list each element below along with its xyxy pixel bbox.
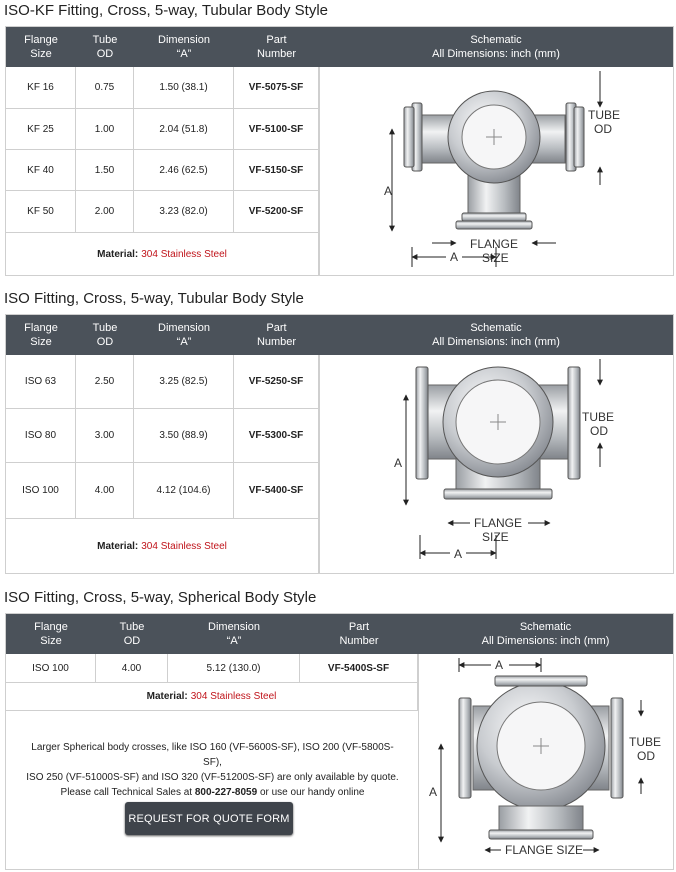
flange-size-cell: ISO 63 <box>6 355 76 408</box>
schematic-kf-tubular <box>319 67 673 275</box>
dim-a-label-bottom: A <box>454 547 463 561</box>
header-tube-od: Tube OD <box>119 621 145 647</box>
header-schematic: Schematic All Dimensions: inch (mm) <box>432 34 560 60</box>
table-row <box>6 191 319 233</box>
table-row <box>6 150 319 191</box>
dim-a-label: A <box>394 456 403 470</box>
part-number-cell[interactable]: VF-5100-SF <box>234 109 319 149</box>
header-schematic: Schematic All Dimensions: inch (mm) <box>432 322 560 348</box>
table-row <box>6 355 319 409</box>
material-link[interactable]: 304 Stainless Steel <box>190 691 277 702</box>
header-tube-od: Tube OD <box>92 34 118 60</box>
phone-number[interactable]: 800-227-8059 <box>194 787 258 798</box>
header-dimension: Dimension “A” <box>158 322 210 348</box>
dim-a-label-bottom: A <box>450 250 459 264</box>
flange-size-cell: ISO 100 <box>6 463 76 518</box>
table-iso-tubular <box>5 314 674 574</box>
dimension-cell: 2.04 (51.8) <box>134 109 234 149</box>
tube-label: TUBE <box>582 410 615 424</box>
header-part-number: Part Number <box>256 322 297 348</box>
tube-od-cell: 2.00 <box>76 191 134 232</box>
flange-label: FLANGE <box>470 237 519 251</box>
tube-label: TUBE <box>588 108 621 122</box>
part-number-cell[interactable]: VF-5200-SF <box>234 191 319 232</box>
header-flange-size: Flange Size <box>24 322 58 348</box>
dimension-cell: 3.23 (82.0) <box>134 191 234 232</box>
table-row <box>6 409 319 463</box>
request-quote-button[interactable]: REQUEST FOR QUOTE FORM <box>125 802 293 835</box>
od-label: OD <box>594 122 612 136</box>
section-title-iso-tubular: ISO Fitting, Cross, 5-way, Tubular Body Style <box>4 290 304 307</box>
table-iso-spherical <box>5 613 674 870</box>
material-link[interactable]: 304 Stainless Steel <box>141 540 227 552</box>
tube-od-cell: 4.00 <box>96 654 168 682</box>
flange-size-label: FLANGE SIZE <box>505 843 584 857</box>
dimension-cell: 3.50 (88.9) <box>134 409 234 462</box>
header-part-number: Part Number <box>339 621 379 647</box>
section-title-iso-spherical: ISO Fitting, Cross, 5-way, Spherical Body Style <box>4 589 317 606</box>
flange-label: FLANGE <box>474 516 523 530</box>
part-number-cell[interactable]: VF-5250-SF <box>234 355 319 408</box>
spherical-quote-note: Larger Spherical body crosses, like ISO 160 (VF-5600S-SF), ISO 200 (VF-5800S-SF), ISO 250 (VF-51000S-SF) and ISO 320 (VF-51200S-SF) are only available by quote. Please call Technical Sales at 800-227-8059 or use our handy online <box>26 742 399 798</box>
flange-size-cell: KF 16 <box>6 67 76 108</box>
od-label: OD <box>637 749 655 763</box>
dimension-cell: 5.12 (130.0) <box>168 654 300 682</box>
tube-od-cell: 2.50 <box>76 355 134 408</box>
tube-od-cell: 0.75 <box>76 67 134 108</box>
flange-size-cell: ISO 100 <box>6 654 96 682</box>
tube-od-cell: 4.00 <box>76 463 134 518</box>
od-label: OD <box>590 424 608 438</box>
flange-size-cell: KF 25 <box>6 109 76 149</box>
part-number-cell[interactable]: VF-5300-SF <box>234 409 319 462</box>
dim-a-label: A <box>429 785 438 799</box>
size-label: SIZE <box>482 530 509 544</box>
material-link[interactable]: 304 Stainless Steel <box>141 248 227 260</box>
header-flange-size: Flange Size <box>24 34 58 60</box>
table-header <box>6 315 673 355</box>
dimension-cell: 1.50 (38.1) <box>134 67 234 108</box>
schematic-iso-spherical <box>418 654 673 869</box>
part-number-cell[interactable]: VF-5075-SF <box>234 67 319 108</box>
header-flange-size: Flange Size <box>34 621 68 647</box>
flange-size-cell: ISO 80 <box>6 409 76 462</box>
header-tube-od: Tube OD <box>92 322 118 348</box>
table-isokf <box>5 26 674 276</box>
dimension-cell: 4.12 (104.6) <box>134 463 234 518</box>
table-row <box>6 654 418 683</box>
header-dimension: Dimension “A” <box>208 621 260 647</box>
tube-od-cell: 1.00 <box>76 109 134 149</box>
tube-label: TUBE <box>629 735 662 749</box>
schematic-iso-tubular <box>319 355 673 573</box>
tube-od-cell: 3.00 <box>76 409 134 462</box>
flange-size-cell: KF 40 <box>6 150 76 190</box>
part-number-cell[interactable]: VF-5400S-SF <box>300 654 418 682</box>
tube-od-cell: 1.50 <box>76 150 134 190</box>
part-number-cell[interactable]: VF-5150-SF <box>234 150 319 190</box>
dimension-cell: 3.25 (82.5) <box>134 355 234 408</box>
table-row <box>6 463 319 519</box>
material-note: Material: 304 Stainless Steel <box>6 233 319 275</box>
dim-a-label-top: A <box>495 658 504 672</box>
table-header <box>6 614 673 654</box>
table-row <box>6 67 319 109</box>
material-note: Material: 304 Stainless Steel <box>6 519 319 573</box>
dimension-cell: 2.46 (62.5) <box>134 150 234 190</box>
section-title-isokf: ISO-KF Fitting, Cross, 5-way, Tubular Body Style <box>4 2 328 19</box>
part-number-cell[interactable]: VF-5400-SF <box>234 463 319 518</box>
dim-a-label: A <box>384 184 393 198</box>
flange-size-cell: KF 50 <box>6 191 76 232</box>
material-note: Material: 304 Stainless Steel <box>6 683 418 711</box>
header-part-number: Part Number <box>256 34 297 60</box>
header-dimension: Dimension “A” <box>158 34 210 60</box>
size-label: SIZE <box>482 251 509 265</box>
table-row <box>6 109 319 150</box>
header-schematic: Schematic All Dimensions: inch (mm) <box>481 621 610 647</box>
table-header <box>6 27 673 67</box>
